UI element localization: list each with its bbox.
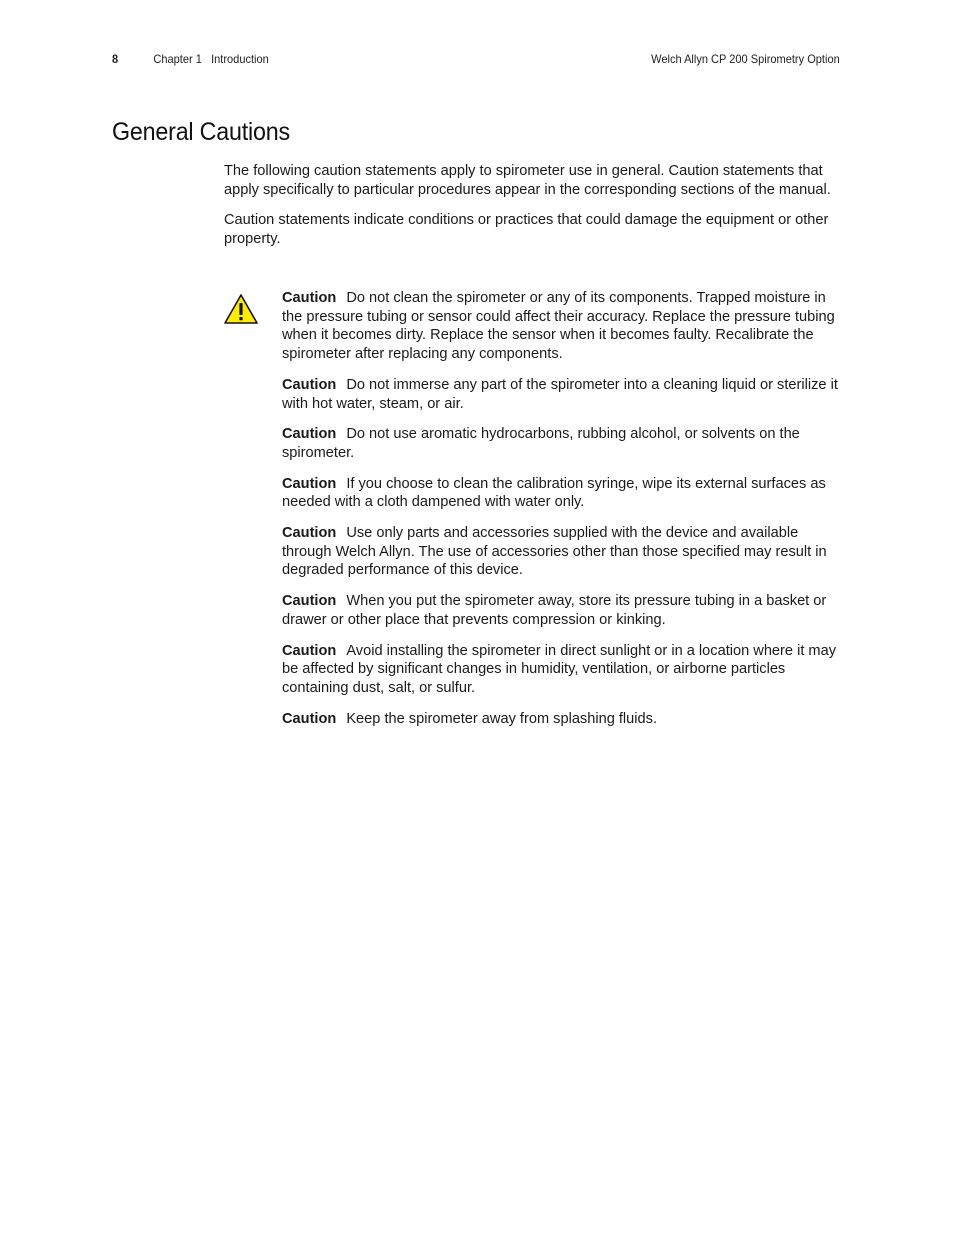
caution-item [282, 475, 844, 512]
page-header [112, 52, 840, 70]
caution-label: Caution [282, 642, 337, 659]
section-title: General Cautions [112, 118, 290, 146]
chapter-label: Chapter 1 Introduction [153, 52, 269, 66]
caution-text: Use only parts and accessories supplied with the device and available through Welch Allyn. The use of accessories other than those specified may result in degraded performance of this device. [282, 525, 827, 579]
caution-item [282, 524, 844, 580]
caution-text: Keep the spirometer away from splashing fluids. [346, 710, 658, 727]
caution-text: If you choose to clean the calibration syringe, wipe its external surfaces as needed with a cloth dampened with water only. [282, 475, 826, 511]
caution-label: Caution [282, 710, 337, 727]
caution-label: Caution [282, 290, 337, 306]
caution-text: When you put the spirometer away, store its pressure tubing in a basket or drawer or other place that prevents compression or kinking. [282, 593, 827, 628]
caution-item [282, 376, 844, 413]
document-title: Welch Allyn CP 200 Spirometry Option [651, 52, 840, 66]
caution-item [282, 710, 844, 729]
intro-text [224, 162, 844, 261]
intro-paragraph: The following caution statements apply to spirometer use in general. Caution statements that apply specifically to particular procedures appear in the corresponding sections of the manual. [224, 163, 831, 198]
caution-label: Caution [282, 593, 337, 610]
caution-list [282, 289, 844, 740]
caution-label: Caution [282, 376, 337, 393]
caution-label: Caution [282, 525, 337, 542]
caution-item [282, 425, 844, 462]
caution-item [282, 592, 844, 629]
caution-item [282, 289, 844, 364]
caution-label: Caution [282, 426, 337, 443]
caution-item [282, 642, 844, 698]
page-number: 8 [112, 52, 119, 66]
warning-triangle-icon [223, 293, 259, 325]
caution-text: Avoid installing the spirometer in direct sunlight or in a location where it may be affected by significant changes in humidity, ventilation, or airborne particles containing dust, salt, or sulfur. [282, 642, 837, 696]
intro-paragraph: Caution statements indicate conditions or practices that could damage the equipment or other property. [224, 212, 829, 248]
caution-text: Do not use aromatic hydrocarbons, rubbing alcohol, or solvents on the spirometer. [282, 426, 800, 461]
caution-label: Caution [282, 475, 337, 492]
caution-text: Do not clean the spirometer or any of its components. Trapped moisture in the pressure tubing or sensor could affect their accuracy. Replace the pressure tubing when it becomes dirty. Replace the sensor when it becomes faulty. Recalibrate the spirometer after replacing any components. [282, 290, 835, 363]
caution-text: Do not immerse any part of the spirometer into a cleaning liquid or sterilize it with hot water, steam, or air. [282, 376, 838, 412]
